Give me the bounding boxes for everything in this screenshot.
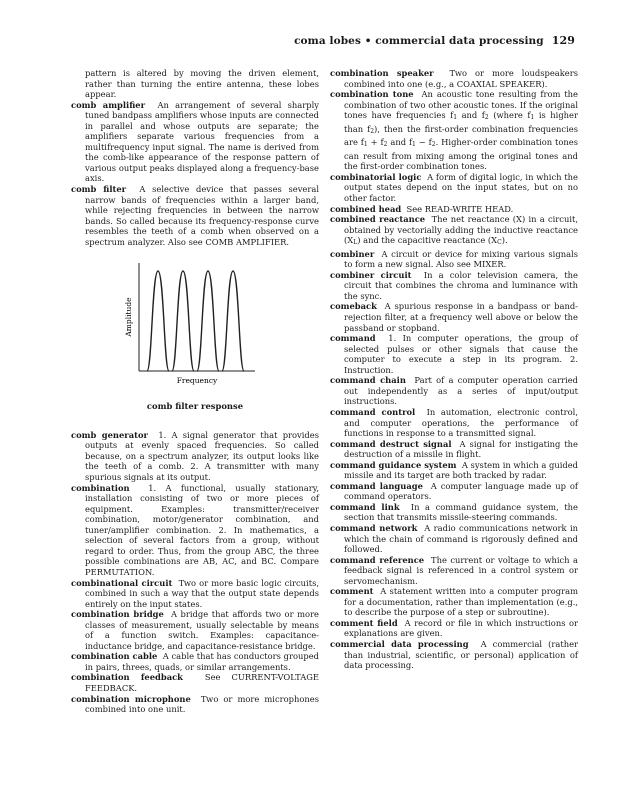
page-number: 129 [551,34,575,47]
entry-command-language: command language A computer language made up of command operators. [330,480,578,502]
peak-3 [197,271,219,371]
x-axis-label: Frequency [176,376,218,386]
peak-4 [222,271,244,371]
entry-combiner: combiner A circuit or device for mixing various signals to form a new signal. Also see MIXER. [330,248,578,270]
entry-combination-cable: combination cable A cable that has conductors grouped in pairs, threes, quads, or similar arrangements. [71,651,319,672]
entry-commercial-data-processing: commercial data processing A commercial (rather than industrial, scientific, or personal) application of data processing. [330,638,578,671]
entry-combination-tone: combination tone An acoustic tone resulting from the combination of two other acoustic tones. If the original tones have frequencies f1 and f2 (where f1 is higher than f2), then the first-order combination frequencies are f1 + f2 and f1 − f2. Higher-order combination tones can result from mixing among the original tones and the first-order combination tones. [330,89,578,172]
entry-combination-speaker: combination speaker Two or more loudspeakers combined into one (e.g., a COAXIAL SPEAKER). [330,68,578,89]
entry-combination-feedback: combination feedback See CURRENT-VOLTAGE FEEDBACK. [71,672,319,693]
peak-2 [172,271,194,371]
figure-caption: comb filter response [146,401,244,412]
left-column [71,68,319,715]
entry-combiner-circuit: combiner circuit In a color television camera, the circuit that combines the chroma and luminance with the sync. [330,269,578,301]
entry-command-destruct-signal: command destruct signal A signal for instigating the destruction of a missile in flight. [330,438,578,460]
peak-1 [147,271,169,371]
entry-combinational-circuit: combinational circuit Two or more basic logic circuits, combined in such a way that the output state depends entirely on the input states. [71,577,320,609]
running-title: coma lobes • commercial data processing [294,35,544,47]
running-header [294,34,575,47]
entry-combinatorial-logic: combinatorial logic A form of digital logic, in which the output states depend on the input states, but on no other factor. [330,171,578,204]
entry-command-chain: command chain Part of a computer operation carried out independently as a series of input/output instructions. [330,375,579,407]
right-column [330,68,578,671]
y-axis-label: Amplitude [124,297,133,337]
entry-command: command 1. In computer operations, the group of selected pulses or other signals that cause the computer to execute a step in its program. 2. Instruction. [330,333,578,375]
response-peaks [147,271,244,371]
entry-combination: combination 1. A functional, usually stationary, installation consisting of two or more pieces of equipment. Examples: transmitter/receiver combination, motor/generator combination, and tuner/amplifier combination. 2. In mathematics, a selection of several factors from a group, without regard to order. Thus, from the group ABC, the three possible combinations are AB, AC, and BC. Compare PERMUTATION. [71,482,319,577]
comb-filter-response-chart [125,257,259,391]
entry-comb-amplifier: comb amplifier An arrangement of several sharply tuned bandpass amplifiers whose inputs are connected in parallel and whose outputs are separate; the amplifiers separate various frequencies from a multifrequency input signal. The name is derived from the comb-like appearance of the response pattern of various output peaks displayed along a frequency-base axis. [71,99,319,184]
comb-filter-figure [71,257,319,397]
entry-comment: comment A statement written into a computer program for a documentation, rather than implementation (e.g., to describe the purpose of a step or subroutine). [330,586,578,618]
entry-continuation: pattern is altered by moving the driven element, rather than turning the entire antenna, these lobes appear. [85,68,319,100]
entry-command-link: command link In a command guidance system, the section that transmits missile-steering commands. [330,501,578,523]
entry-comb-filter: comb filter A selective device that passes several narrow bands of frequencies within a larger band, while rejecting frequencies in between the narrow bands. So called because its frequency-response curve resembles the teeth of a comb when observed on a spectrum analyzer. Also see COMB AMPLIFIER. [71,184,319,247]
entry-command-reference: command reference The current or voltage to which a feedback signal is referenced in a control system or servomechanism. [330,554,578,586]
entry-command-guidance-system: command guidance system A system in which a guided missile and its target are both tracked by radar. [330,459,578,481]
entry-comb-generator: comb generator 1. A signal generator that provides outputs at evenly spaced frequencies. So called because, on a spectrum analyzer, its output looks like the teeth of a comb. 2. A transmitter with many spurious signals at its output. [71,429,319,483]
entry-command-network: command network A radio communications network in which the chain of command is rigorously defined and followed. [330,522,579,555]
entry-combined-head: combined head See READ-WRITE HEAD. [330,203,514,214]
entry-comment-field: comment field A record or file in which instructions or explanations are given. [330,617,578,639]
entry-comeback: comeback A spurious response in a bandpass or band-rejection filter, at a frequency well above or below the passband or stopband. [330,301,578,333]
entry-combination-microphone: combination microphone Two or more microphones combined into one unit. [71,693,319,715]
entry-combination-bridge: combination bridge A bridge that affords two or more classes of measurement, usually selectable by means of a function switch. Examples: capacitance-inductance bridge, and capacitance-resistance bridge. [71,609,319,651]
entry-command-control: command control In automation, electronic control, and computer operations, the performance of functions in response to a transmitted signal. [330,406,578,439]
entry-combined-reactance: combined reactance The net reactance (X) in a circuit, obtained by vectorially adding the inductive reactance (XL) and the capacitive reactance (XC). [330,214,579,247]
